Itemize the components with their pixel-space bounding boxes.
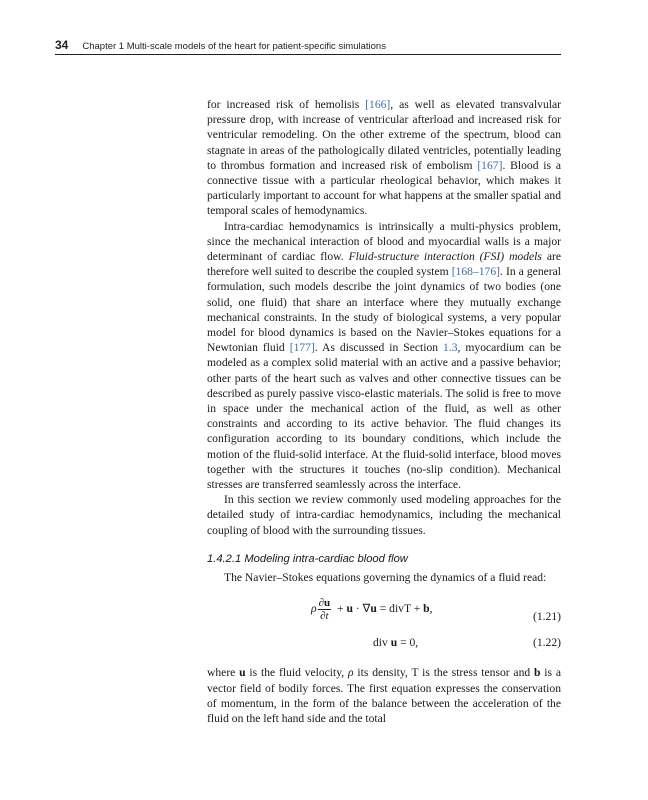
main-text-column [207, 97, 561, 726]
equation-block [207, 591, 561, 657]
chapter-title: Chapter 1 Multi-scale models of the heart for patient-specific simulations [82, 41, 386, 52]
equation-number: (1.22) [532, 636, 561, 650]
time-derivative-fraction: $\frac{\partial u}{\partial t}$ [318, 597, 331, 623]
header-divider [55, 54, 561, 55]
paragraph-fsi: Intra-cardiac hemodynamics is intrinsically a multi-physics problem, since the mechanical interaction of blood and myocardial walls is a major determinant of cardiac flow. Fluid-structure interaction (FSI) models are therefore well suited to describe the coupled system [168–176]. In a general formulation, such models describe the joint dynamics of two bodies (one solid, one fluid) that share an interface where they mutually exchange mechanical constraints. In the study of biological systems, a very popular model for blood dynamics is based on the Navier–Stokes equations for a Newtonian fluid [177]. As discussed in Section 1.3, myocardium can be modeled as a complex solid material with an active and a passive behavior; other parts of the heart such as valves and other connective tissues can be described as purely passive visco-elastic materials. The solid is free to move in space under the mechanical action of the fluid, as well as other constraints and according to its active behavior. The fluid changes its configuration according to its boundary conditions, which include the motion of the fluid-solid interface. At the fluid-solid interface, blood moves together with the structures it touches (no-slip condition). Mechanical stresses are transferred seamlessly across the interface. [207, 219, 561, 492]
emphasis-fsi-models: Fluid-structure interaction (FSI) models [348, 250, 542, 264]
equation-continuity: div u = 0, [373, 636, 419, 650]
paragraph-section-intro: In this section we review commonly used modeling approaches for the detailed study of intra-cardiac hemodynamics, including the mechanical coupling of blood with the surrounding tissues. [207, 493, 561, 537]
section-heading: 1.4.2.1 Modeling intra-cardiac blood flow [207, 552, 408, 565]
page-number: 34 [55, 38, 69, 52]
equation-number: (1.21) [532, 610, 561, 624]
citation-link[interactable]: [167] [477, 158, 503, 172]
paragraph-navier-stokes-intro: The Navier–Stokes equations governing the dynamics of a fluid read: [224, 571, 547, 585]
paragraph-hemolysis: for increased risk of hemolisis [166], as well as elevated transvalvular pressure drop, with increase of ventricular afterload and increased risk for ventricular remodeling. On the other extreme of the spectrum, blood can stagnate in areas of the pathologically dilated ventricles, potentially leading to thrombus formation and increased risk of embolism [167]. Blood is a connective tissue with a particular rheological behavior, which makes it particularly important to account for what happens at the smaller spatial and temporal scales of hemodynamics. [207, 98, 561, 218]
running-header [55, 38, 561, 52]
citation-link[interactable]: [168–176] [451, 265, 500, 279]
citation-link[interactable]: [177] [289, 341, 315, 355]
citation-link[interactable]: [166] [365, 98, 391, 111]
equation-momentum: ρ $\frac{\partial u}{\partial t}$ + u · ∇u = divT + b, [311, 597, 433, 623]
paragraph-variables: where u is the fluid velocity, ρ its density, T is the stress tensor and b is a vector field of bodily forces. The first equation expresses the conservation of momentum, in the form of the balance between the acceleration of the fluid on the left hand side and the total [207, 666, 561, 725]
section-link[interactable]: 1.3 [443, 341, 458, 355]
